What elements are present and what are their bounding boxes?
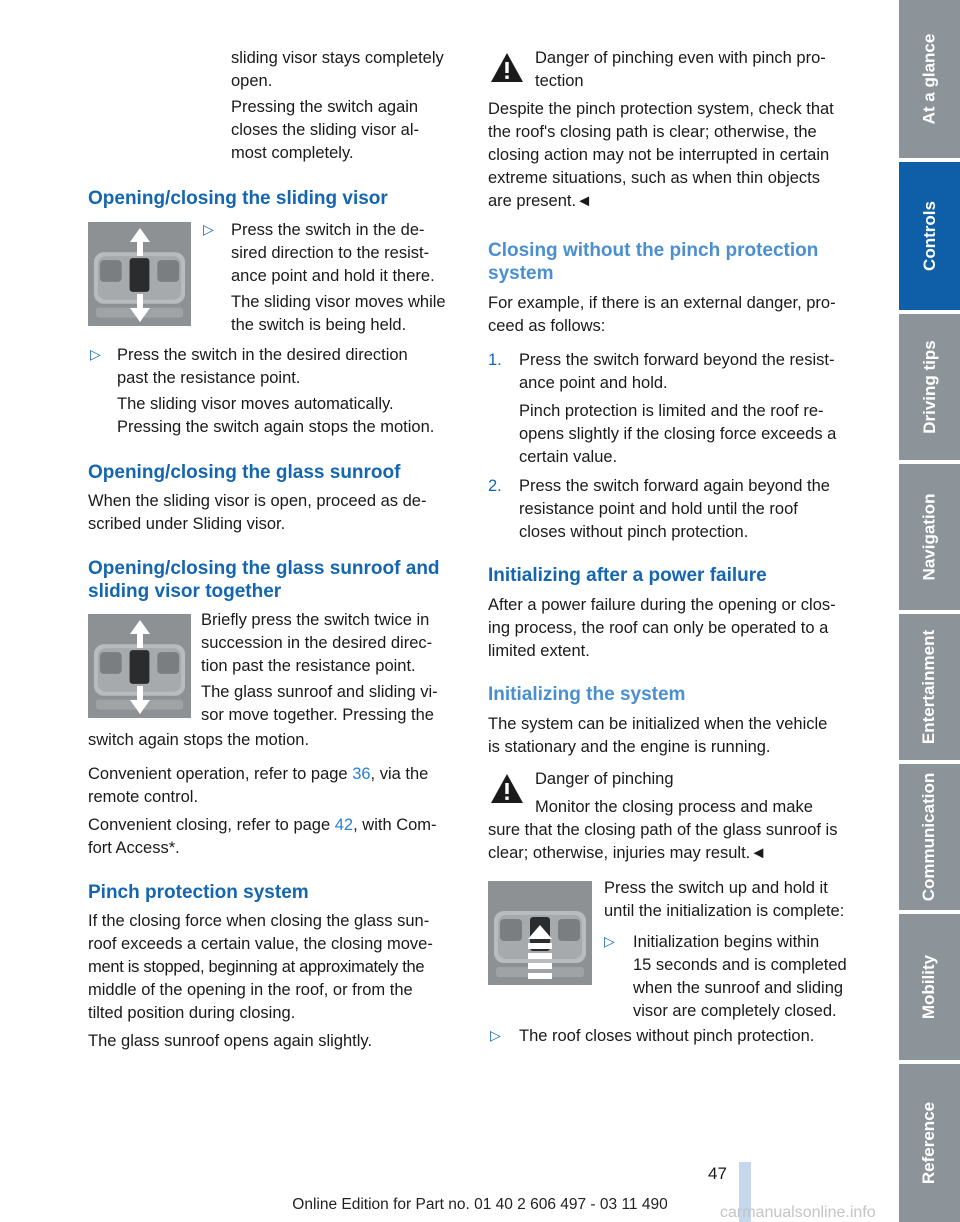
warning-text: extreme situations, such as when thin objects (488, 169, 821, 187)
bullet-text: Initialization begins within (633, 933, 820, 951)
tab-driving-tips[interactable]: Driving tips (899, 314, 960, 460)
body-text: The glass sunroof opens again slightly. (88, 1032, 373, 1050)
heading-initializing-power: Initializing after a power failure (488, 565, 767, 586)
body-text: ing process, the roof can only be operated to a (488, 619, 829, 637)
bullet-text: Press the switch in the de- (231, 221, 425, 239)
intro-text: sliding visor stays completely (231, 49, 444, 67)
body-text: ment is stopped, beginning at approximately the (88, 958, 425, 976)
bullet-text: the switch is being held. (231, 316, 407, 334)
body-text: sor move together. Pressing the (201, 706, 434, 724)
bullet-text: The sliding visor moves while (231, 293, 446, 311)
body-text: The glass sunroof and sliding vi- (201, 683, 438, 701)
heading-together: sliding visor together (88, 581, 282, 602)
bullet-icon: ▷ (203, 221, 214, 237)
step-text: certain value. (519, 448, 618, 466)
switch-image (88, 222, 191, 326)
heading-closing-without-pinch: Closing without the pinch protection (488, 240, 819, 261)
warning-title: Danger of pinching even with pinch pro- (535, 49, 826, 67)
footer-text: Online Edition for Part no. 01 40 2 606 497 - 03 11 490 (292, 1196, 668, 1213)
bullet-text: visor are completely closed. (633, 1002, 837, 1020)
watermark: carmanualsonline.info (720, 1204, 876, 1221)
body-text: Convenient closing, refer to page 42, with Com- (88, 816, 437, 834)
page-link-42[interactable]: 42 (334, 816, 354, 834)
warning-text: closing action may not be interrupted in certain (488, 146, 830, 164)
intro-text: Pressing the switch again (231, 98, 419, 116)
body-text: tilted position during closing. (88, 1004, 296, 1022)
body-text: Briefly press the switch twice in (201, 611, 430, 629)
tab-mobility[interactable]: Mobility (899, 914, 960, 1060)
step-text: resistance point and hold until the roof (519, 500, 798, 518)
tab-communication[interactable]: Communication (899, 764, 960, 910)
body-text: middle of the opening in the roof, or from the (88, 981, 413, 999)
bullet-text: The sliding visor moves automatically. (117, 395, 394, 413)
warning-icon (489, 50, 525, 86)
body-text: For example, if there is an external danger, pro- (488, 294, 836, 312)
bullet-text: sired direction to the resist- (231, 244, 430, 262)
bullet-text: Pressing the switch again stops the motion. (117, 418, 435, 436)
body-text: The system can be initialized when the vehicle (488, 715, 828, 733)
tab-at-a-glance[interactable]: At a glance (899, 0, 960, 158)
step-text: ance point and hold. (519, 374, 668, 392)
page-link-36[interactable]: 36 (352, 765, 371, 783)
switch-image (88, 614, 191, 718)
body-text: After a power failure during the opening or clos- (488, 596, 836, 614)
intro-text: open. (231, 72, 273, 90)
bullet-icon: ▷ (604, 933, 615, 949)
bullet-text: ance point and hold it there. (231, 267, 435, 285)
heading-glass-sunroof: Opening/closing the glass sunroof (88, 462, 401, 483)
tab-controls[interactable]: Controls (899, 162, 960, 310)
bullet-text: The roof closes without pinch protection. (519, 1027, 815, 1045)
step-number: 2. (488, 477, 502, 495)
intro-text: most completely. (231, 144, 354, 162)
heading-sliding-visor: Opening/closing the sliding visor (88, 188, 388, 209)
body-text: roof exceeds a certain value, the closing move- (88, 935, 433, 953)
bullet-text: past the resistance point. (117, 369, 301, 387)
step-text: Press the switch forward beyond the resist- (519, 351, 835, 369)
bullet-icon: ▷ (490, 1027, 501, 1043)
heading-pinch-protection: Pinch protection system (88, 882, 309, 903)
warning-text: the roof's closing path is clear; otherwise, the (488, 123, 817, 141)
tab-entertainment[interactable]: Entertainment (899, 614, 960, 760)
body-text: fort Access*. (88, 839, 180, 857)
body-text: scribed under Sliding visor. (88, 515, 286, 533)
tab-navigation[interactable]: Navigation (899, 464, 960, 610)
body-text: until the initialization is complete: (604, 902, 845, 920)
body-text: Press the switch up and hold it (604, 879, 828, 897)
body-text: switch again stops the motion. (88, 731, 310, 749)
warning-text: clear; otherwise, injuries may result.◄ (488, 844, 767, 862)
body-text: is stationary and the engine is running. (488, 738, 771, 756)
warning-title: Danger of pinching (535, 770, 674, 788)
body-text: If the closing force when closing the glass sun- (88, 912, 430, 930)
warning-text: are present.◄ (488, 192, 593, 210)
step-text: opens slightly if the closing force exceeds a (519, 425, 837, 443)
body-text: succession in the desired direc- (201, 634, 433, 652)
bullet-text: when the sunroof and sliding (633, 979, 844, 997)
heading-closing-without-pinch: system (488, 263, 554, 284)
body-text: ceed as follows: (488, 317, 606, 335)
step-text: closes without pinch protection. (519, 523, 749, 541)
step-text: Press the switch forward again beyond the (519, 477, 830, 495)
bullet-icon: ▷ (90, 346, 101, 362)
warning-text: sure that the closing path of the glass sunroof is (488, 821, 838, 839)
warning-text: Monitor the closing process and make (535, 798, 813, 816)
warning-text: Despite the pinch protection system, check that (488, 100, 834, 118)
heading-initializing-system: Initializing the system (488, 684, 686, 705)
warning-icon (489, 771, 525, 807)
body-text: tion past the resistance point. (201, 657, 416, 675)
page-number: 47 (708, 1164, 727, 1183)
step-number: 1. (488, 351, 502, 369)
intro-text: closes the sliding visor al- (231, 121, 419, 139)
body-text: When the sliding visor is open, proceed as de- (88, 492, 427, 510)
bullet-text: 15 seconds and is completed (633, 956, 847, 974)
body-text: Convenient operation, refer to page 36, via the (88, 765, 429, 783)
body-text: remote control. (88, 788, 199, 806)
tab-reference[interactable]: Reference (899, 1064, 960, 1222)
body-text: limited extent. (488, 642, 590, 660)
step-text: Pinch protection is limited and the roof re- (519, 402, 824, 420)
bullet-text: Press the switch in the desired direction (117, 346, 408, 364)
switch-image (488, 881, 592, 985)
heading-together: Opening/closing the glass sunroof and (88, 558, 440, 579)
warning-title: tection (535, 72, 584, 90)
section-tabs (899, 0, 960, 1222)
